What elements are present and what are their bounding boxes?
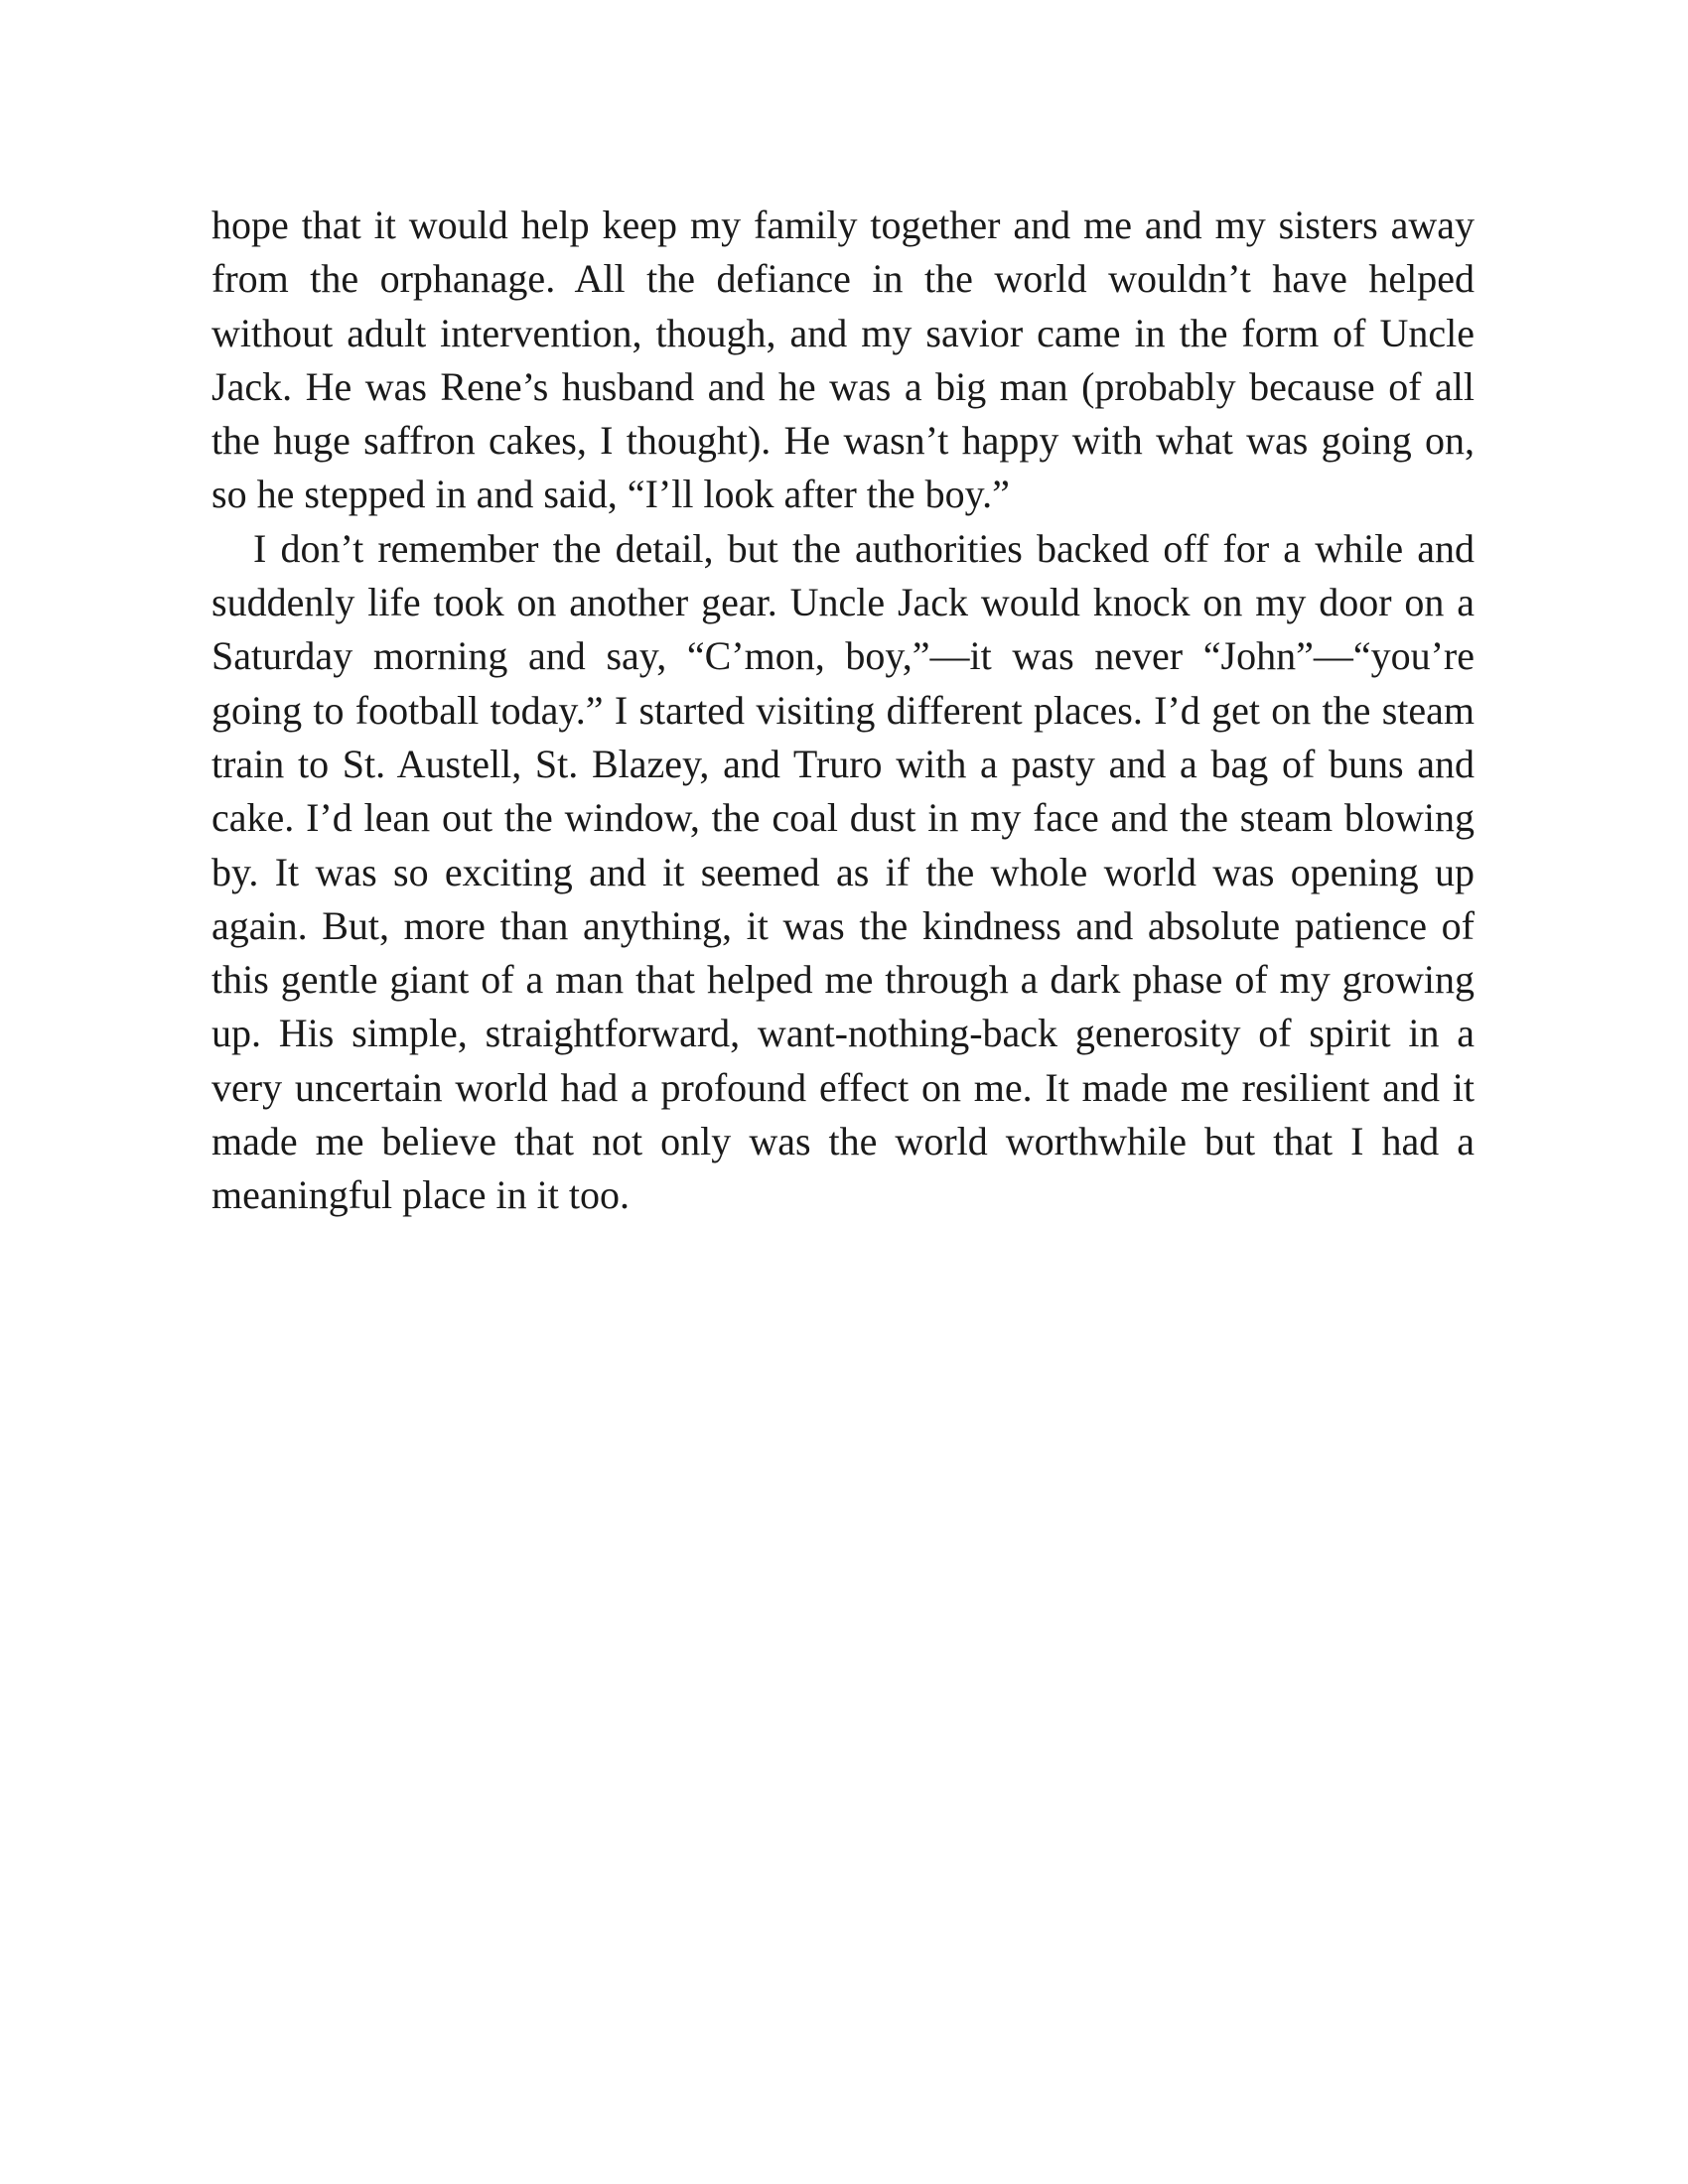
- body-text: [211, 199, 1475, 1223]
- paragraph: I don’t remember the detail, but the authorities backed off for a while and suddenly life took on another gear. Uncle Jack would knock on my door on a Saturday morning and say, “C’mon, boy,”—it was never “John”—“you’re going to football today.” I started visiting different places. I’d get on the steam train to St. Austell, St. Blazey, and Truro with a pasty and a bag of buns and cake. I’d lean out the window, the coal dust in my face and the steam blowing by. It was so exciting and it seemed as if the whole world was opening up again. But, more than anything, it was the kindness and absolute patience of this gentle giant of a man that helped me through a dark phase of my growing up. His simple, straightforward, want-nothing-back generosity of spirit in a very uncertain world had a profound effect on me. It made me resilient and it made me believe that not only was the world worthwhile but that I had a meaningful place in it too.: [211, 525, 1475, 1218]
- paragraph-continued: hope that it would help keep my family together and me and my sisters away from the orphanage. All the defiance in the world wouldn’t have helped without adult intervention, though, and my savior came in the form of Uncle Jack. He was Rene’s husband and he was a big man (probably because of all the huge saffron cakes, I thought). He wasn’t happy with what was going on, so he stepped in and said, “I’ll look after the boy.”: [211, 203, 1475, 517]
